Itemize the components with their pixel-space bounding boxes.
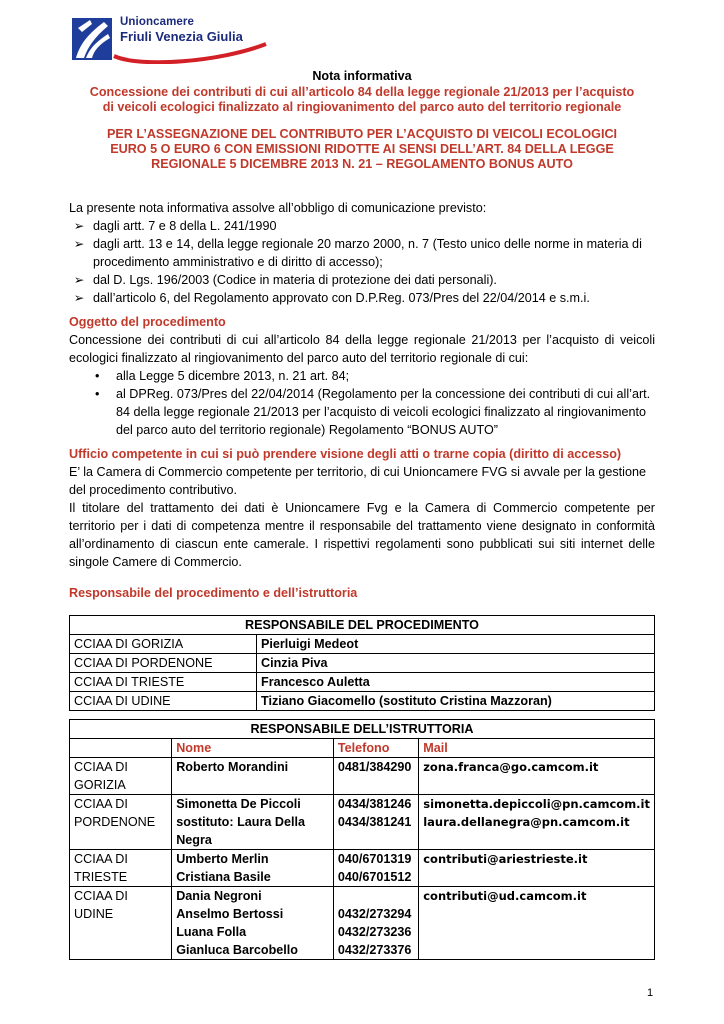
table-row xyxy=(70,758,655,795)
telefono-line: 0434/381241 xyxy=(337,815,412,829)
responsabile-cell: Tiziano Giacomello (sostituto Cristina Mazzoran) xyxy=(257,692,655,711)
logo-line-1: Unioncamere xyxy=(120,16,194,28)
telefono-cell xyxy=(333,795,418,850)
table-row xyxy=(70,692,655,711)
list-item xyxy=(69,217,661,235)
list-item-text: dagli artt. 13 e 14, della legge regionale 20 marzo 2000, n. 7 (Testo unico delle norme in materia di procedimento amministrativo e di diritto di accesso); xyxy=(93,237,642,269)
telefono-line xyxy=(338,887,414,905)
cciaa-line: TRIESTE xyxy=(74,870,128,884)
cciaa-cell: CCIAA DI PORDENONE xyxy=(70,654,257,673)
subtitle-line: di veicoli ecologici finalizzato al ringiovanimento del parco auto del territorio regionale xyxy=(102,100,622,114)
caps-heading xyxy=(60,127,664,172)
list-item-text: al DPReg. 073/Pres del 22/04/2014 (Regolamento per la concessione dei contributi di cui all’art. 84 della legge regionale 21/2013 per l’acquisto di veicoli ecologici finalizzato al ringiovanimento del parco auto del territorio regionale) Regolamento “BONUS AUTO” xyxy=(116,387,651,437)
nome-line: Luana Folla xyxy=(176,925,247,939)
header-telefono: Telefono xyxy=(333,739,418,758)
telefono-line: 040/6701512 xyxy=(337,870,412,884)
bullet-icon: • xyxy=(95,369,100,383)
section-heading-responsabile: Responsabile del procedimento e dell’istruttoria xyxy=(69,586,358,600)
cciaa-cell xyxy=(70,758,172,795)
table-caption: RESPONSABILE DELL’ISTRUTTORIA xyxy=(70,720,655,739)
table-header-row xyxy=(70,739,655,758)
nome-cell xyxy=(172,795,334,850)
mail-cell xyxy=(419,758,655,795)
table-row xyxy=(70,635,655,654)
list-item-text: dal D. Lgs. 196/2003 (Codice in materia di protezione dei dati personali). xyxy=(93,273,497,287)
arrow-bullet-icon: ➢ xyxy=(73,291,85,305)
responsabile-cell: Francesco Auletta xyxy=(257,673,655,692)
telefono-line: 0432/273294 xyxy=(337,907,412,921)
arrow-bullet-icon: ➢ xyxy=(73,273,85,287)
telefono-cell xyxy=(333,850,418,887)
nome-line: Anselmo Bertossi xyxy=(176,907,284,921)
table-row xyxy=(70,795,655,850)
mail-link[interactable]: simonetta.depiccoli@pn.camcom.it xyxy=(423,797,650,811)
mail-link[interactable]: contributi@ud.camcom.it xyxy=(423,889,587,903)
intro-lead: La presente nota informativa assolve all’obbligo di comunicazione previsto: xyxy=(69,201,487,215)
cciaa-cell: CCIAA DI TRIESTE xyxy=(70,673,257,692)
caps-heading-line: EURO 5 O EURO 6 CON EMISSIONI RIDOTTE AI SENSI DELL’ART. 84 DELLA LEGGE xyxy=(110,142,614,156)
nome-line: Dania Negroni xyxy=(176,889,262,903)
caps-heading-line: PER L’ASSEGNAZIONE DEL CONTRIBUTO PER L’ACQUISTO DI VEICOLI ECOLOGICI xyxy=(106,127,618,141)
nome-line: Cristiana Basile xyxy=(176,870,271,884)
mail-cell xyxy=(419,850,655,887)
nome-line: Simonetta De Piccoli xyxy=(176,797,301,811)
oggetto-list xyxy=(69,367,655,439)
table-row xyxy=(70,673,655,692)
caps-heading-line: REGIONALE 5 DICEMBRE 2013 N. 21 – REGOLAMENTO BONUS AUTO xyxy=(151,157,573,171)
ufficio-paragraph: E’ la Camera di Commercio competente per territorio, di cui Unioncamere FVG si avvale per la gestione del procedimento contributivo. xyxy=(69,465,646,497)
cciaa-line: PORDENONE xyxy=(74,815,156,829)
cciaa-line: GORIZIA xyxy=(74,778,126,792)
document-title: Nota informativa xyxy=(312,69,412,83)
table-responsabile-istruttoria xyxy=(69,719,655,960)
nome-line: Roberto Morandini xyxy=(176,760,289,774)
nome-cell xyxy=(172,758,334,795)
nome-cell xyxy=(172,850,334,887)
cciaa-cell xyxy=(70,795,172,850)
nome-line: Gianluca Barcobello xyxy=(176,943,298,957)
telefono-line: 0432/273376 xyxy=(337,943,412,957)
telefono-cell xyxy=(333,887,418,960)
mail-link[interactable]: laura.dellanegra@pn.camcom.it xyxy=(423,815,630,829)
list-item xyxy=(69,289,661,307)
cciaa-cell: CCIAA DI UDINE xyxy=(70,692,257,711)
list-item-text: dall’articolo 6, del Regolamento approvato con D.P.Reg. 073/Pres del 22/04/2014 e s.m.i. xyxy=(93,291,590,305)
mail-link[interactable]: zona.franca@go.camcom.it xyxy=(423,760,599,774)
responsabile-cell: Cinzia Piva xyxy=(257,654,655,673)
cciaa-line: CCIAA DI xyxy=(74,889,128,903)
page-number: 1 xyxy=(647,987,654,999)
telefono-line: 0481/384290 xyxy=(337,760,412,774)
mail-link[interactable]: contributi@ariestrieste.it xyxy=(423,852,588,866)
table-caption-row xyxy=(70,720,655,739)
ufficio-paragraph: Il titolare del trattamento dei dati è Unioncamere Fvg e la Camera di Commercio competente per territorio per i dati di competenza mentre il responsabile del trattamento viene designato in conformità all’ordinamento di ciascun ente camerale. I rispettivi regolamenti sono pubblicati sui siti internet delle singole Camere di Commercio. xyxy=(69,501,655,569)
mail-cell xyxy=(419,795,655,850)
list-item xyxy=(69,271,661,289)
list-item-text: dagli artt. 7 e 8 della L. 241/1990 xyxy=(93,219,277,233)
header-empty-cell xyxy=(70,739,172,758)
list-item xyxy=(69,367,655,385)
table-caption-row xyxy=(70,616,655,635)
mail-cell xyxy=(419,887,655,960)
list-item xyxy=(69,385,655,439)
responsabile-cell: Pierluigi Medeot xyxy=(257,635,655,654)
telefono-line: 0434/381246 xyxy=(337,797,412,811)
cciaa-line: CCIAA DI xyxy=(74,760,128,774)
bullet-icon: • xyxy=(95,387,100,401)
arrow-bullet-icon: ➢ xyxy=(73,237,85,251)
table-row xyxy=(70,654,655,673)
list-item xyxy=(69,235,661,271)
table-row xyxy=(70,887,655,960)
telefono-line: 0432/273236 xyxy=(337,925,412,939)
logo-swoosh-icon xyxy=(110,40,270,64)
table-row xyxy=(70,850,655,887)
section-heading-oggetto: Oggetto del procedimento xyxy=(69,315,226,329)
document-subtitle xyxy=(60,85,664,115)
nome-line: Umberto Merlin xyxy=(176,852,269,866)
nome-line: sostituto: Laura Della Negra xyxy=(176,815,305,847)
cciaa-line: CCIAA DI xyxy=(74,852,128,866)
oggetto-text-line: ecologici finalizzato al ringiovanimento del parco auto del territorio regionale di cui: xyxy=(69,351,529,365)
oggetto-text-line: Concessione dei contributi di cui all’articolo 84 della legge regionale 21/2013 per l’acquisto di veicoli xyxy=(69,333,655,347)
section-heading-ufficio: Ufficio competente in cui si può prendere visione degli atti o trarne copia (diritto di accesso) xyxy=(69,447,622,461)
cciaa-cell: CCIAA DI GORIZIA xyxy=(70,635,257,654)
cciaa-line: UDINE xyxy=(74,907,114,921)
table-caption: RESPONSABILE DEL PROCEDIMENTO xyxy=(70,616,655,635)
subtitle-line: Concessione dei contributi di cui all’articolo 84 della legge regionale 21/2013 per l’acquisto xyxy=(89,85,635,99)
unioncamere-logo xyxy=(70,14,270,64)
cciaa-cell xyxy=(70,887,172,960)
table-responsabile-procedimento xyxy=(69,615,655,711)
header-nome: Nome xyxy=(172,739,334,758)
telefono-line: 040/6701319 xyxy=(337,852,412,866)
list-item-text: alla Legge 5 dicembre 2013, n. 21 art. 84; xyxy=(116,369,350,383)
header-mail: Mail xyxy=(419,739,655,758)
cciaa-line: CCIAA DI xyxy=(74,797,128,811)
cciaa-cell xyxy=(70,850,172,887)
arrow-bullet-icon: ➢ xyxy=(73,219,85,233)
telefono-cell xyxy=(333,758,418,795)
intro-list xyxy=(69,217,661,307)
nome-cell xyxy=(172,887,334,960)
logo-line-2: Friuli Venezia Giulia xyxy=(120,29,243,44)
